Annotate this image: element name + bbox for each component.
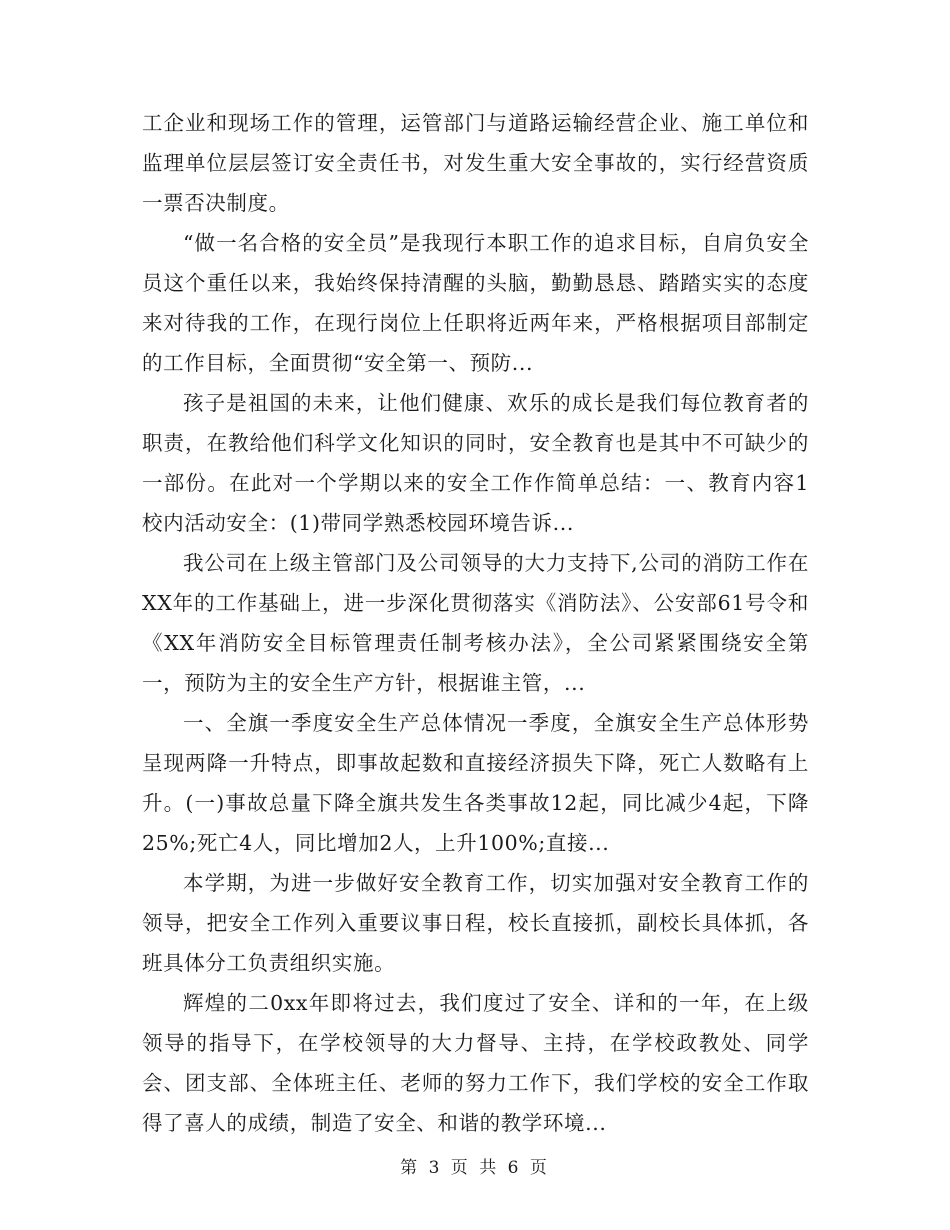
paragraph: 一、全旗一季度安全生产总体情况一季度，全旗安全生产总体形势呈现两降一升特点，即事故起数和直接经济损失下降，死亡人数略有上升。(一)事故总量下降全旗共发生各类事故12起，同比减少4起，下降25%;死亡4人，同比增加2人，上升100%;直接... (142, 711, 809, 855)
paragraph: 工企业和现场工作的管理，运管部门与道路运输经营企业、施工单位和监理单位层层签订安全责任书，对发生重大安全事故的，实行经营资质一票否决制度。 (142, 111, 809, 215)
paragraph: 辉煌的二0xx年即将过去，我们度过了安全、详和的一年，在上级领导的指导下，在学校领导的大力督导、主持，在学校政教处、同学会、团支部、全体班主任、老师的努力工作下，我们学校的安全工作取得了喜人的成绩，制造了安全、和谐的教学环境... (142, 991, 809, 1135)
paragraph: 孩子是祖国的未来，让他们健康、欢乐的成长是我们每位教育者的职责，在教给他们科学文化知识的同时，安全教育也是其中不可缺少的一部份。在此对一个学期以来的安全工作作简单总结：一、教育内容1 校内活动安全：(1)带同学熟悉校园环境告诉... (142, 391, 809, 535)
paragraph: “做一名合格的安全员”是我现行本职工作的追求目标，自肩负安全员这个重任以来，我始终保持清醒的头脑，勤勤恳恳、踏踏实实的态度来对待我的工作，在现行岗位上任职将近两年来，严格根据项目部制定的工作目标，全面贯彻“安全第一、预防... (142, 231, 809, 375)
document-body (142, 103, 809, 1143)
paragraph: 本学期，为进一步做好安全教育工作，切实加强对安全教育工作的领导，把安全工作列入重要议事日程，校长直接抓，副校长具体抓，各班具体分工负责组织实施。 (142, 871, 809, 975)
paragraph: 我公司在上级主管部门及公司领导的大力支持下,公司的消防工作在XX年的工作基础上，进一步深化贯彻落实《消防法》、公安部61号令和《XX年消防安全目标管理责任制考核办法》，全公司紧紧围绕安全第一，预防为主的安全生产方针，根据谁主管，... (142, 551, 809, 695)
page-number-footer: 第 3 页 共 6 页 (400, 1158, 550, 1178)
